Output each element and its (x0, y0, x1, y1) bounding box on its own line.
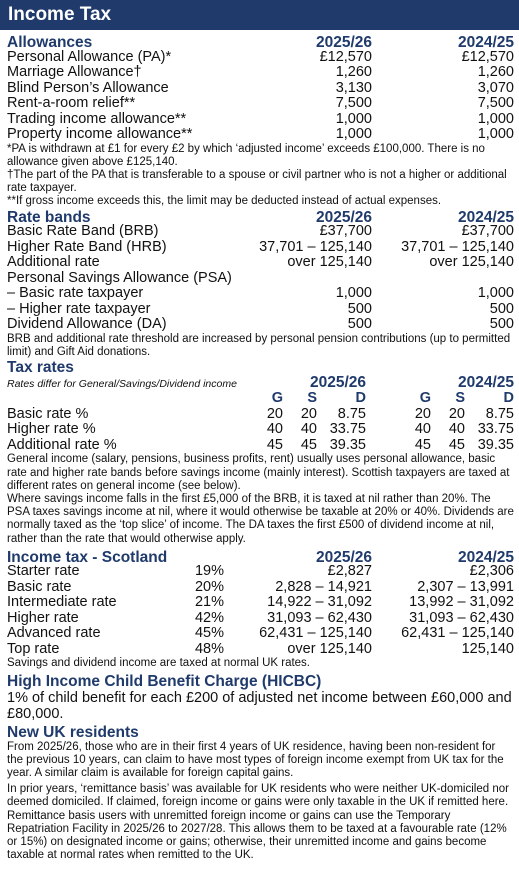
rate-band-label: Higher Rate Band (HRB) (7, 238, 167, 255)
rate-band-label: Additional rate (7, 254, 100, 271)
rate-band-label: Personal Savings Allowance (PSA) (7, 269, 232, 286)
tax-rate-value: 40 (414, 421, 431, 438)
allowance-row (7, 50, 514, 66)
scotland-value-2025: over 125,140 (287, 640, 372, 657)
rate-band-row (7, 302, 514, 318)
allowance-value-2024: 3,070 (477, 79, 514, 96)
scotland-col-2024: 2024/25 (457, 548, 514, 566)
tax-rates-subheader (7, 374, 514, 391)
tax-rate-row (7, 407, 514, 423)
rate-band-value-2024: over 125,140 (429, 254, 514, 271)
tax-rate-value: 45 (448, 436, 465, 453)
scotland-row (7, 595, 514, 611)
allowance-row (7, 65, 514, 81)
scotland-rate-label: Intermediate rate (7, 594, 117, 611)
tax-rate-value: 39.35 (329, 436, 366, 453)
scotland-header (7, 549, 514, 565)
rate-band-row (7, 317, 514, 333)
scotland-rate-pct: 20% (194, 578, 224, 595)
general-col-2025: G (271, 390, 283, 407)
rate-bands-col-2025: 2025/26 (315, 208, 372, 226)
savings-income-note: Where savings income falls in the first £5,000 of the BRB, it is taxed at nil rather than 20%. The PSA taxes savings income at nil, where it would otherwise be taxable at 20% or 40%. Dividends are normally taxed as the ‘top slice’ of income. The DA taxes the first £500 of dividend income at nil, rather than the rate that would otherwise apply. (7, 493, 514, 545)
scotland-value-2024: 31,093 – 62,430 (409, 609, 514, 626)
new-residents-section (7, 724, 514, 863)
rate-band-value-2024: 500 (489, 300, 514, 317)
tax-rates-col-2024: 2024/25 (457, 374, 514, 392)
tax-rates-col-2025: 2025/26 (309, 374, 366, 392)
rate-band-row (7, 286, 514, 302)
tax-rate-row (7, 422, 514, 438)
new-residents-para-1: From 2025/26, those who are in their first 4 years of UK residence, having been non-resident for the previous 10 years, can claim to have most types of foreign income exempt from UK tax for the year. A similar claim is available for foreign capital gains. (7, 740, 504, 779)
scotland-value-2024: 125,140 (461, 640, 514, 657)
tax-rate-label: Basic rate % (7, 405, 89, 422)
rate-band-value-2025: over 125,140 (287, 254, 372, 271)
savings-col-2025: S (307, 390, 317, 407)
tax-rates-section (7, 359, 514, 546)
rate-band-value-2024: 1,000 (477, 285, 514, 302)
scotland-section (7, 549, 514, 671)
general-col-2024: G (419, 390, 431, 407)
tax-rates-heading: Tax rates (7, 358, 74, 376)
scotland-rate-label: Top rate (7, 640, 60, 657)
tax-rate-value: 8.75 (485, 405, 514, 422)
tax-rate-value: 39.35 (477, 436, 514, 453)
allowance-label: Property income allowance** (7, 126, 193, 142)
scotland-rate-pct: 42% (194, 609, 224, 626)
scotland-value-2025: 14,922 – 31,092 (267, 594, 372, 611)
savings-col-2024: S (455, 390, 465, 407)
scotland-rate-label: Higher rate (7, 609, 79, 626)
scotland-rate-pct: 21% (194, 594, 224, 611)
allowances-col-2024: 2024/25 (457, 34, 514, 51)
hicbc-section (7, 673, 514, 722)
allowance-value-2025: 3,130 (335, 79, 372, 96)
tax-rates-header (7, 359, 514, 375)
scotland-rate-label: Basic rate (7, 578, 72, 595)
scotland-col-2025: 2025/26 (315, 548, 372, 566)
rate-band-value-2024: 37,701 – 125,140 (401, 238, 514, 255)
pa-footnote: *PA is withdrawn at £1 for every £2 by which ‘adjusted income’ exceeds £100,000. There is no allowance given above £125,140. (7, 142, 485, 168)
marriage-footnote: †The part of the PA that is transferable to a spouse or civil partner who is not a higher or additional rate taxpayer. (7, 168, 507, 195)
rate-band-value-2025: 1,000 (335, 285, 372, 302)
tax-rate-value: 40 (300, 421, 317, 438)
allowance-value-2025: 1,260 (335, 64, 372, 80)
rate-band-value-2025: 500 (347, 300, 372, 317)
allowance-row (7, 81, 514, 97)
allowance-label: Rent-a-room relief** (7, 95, 136, 111)
allowance-row (7, 112, 514, 128)
rate-band-value-2025: 37,701 – 125,140 (259, 238, 372, 255)
rate-bands-heading: Rate bands (7, 208, 91, 226)
scotland-row (7, 580, 514, 596)
allowance-label: Personal Allowance (PA)* (7, 48, 172, 65)
rate-band-value-2025: 500 (347, 316, 372, 333)
scotland-row (7, 626, 514, 642)
tax-rate-value: 20 (300, 405, 317, 422)
tax-rate-value: 20 (266, 405, 283, 422)
allowance-label: Trading income allowance** (7, 110, 187, 127)
allowances-col-2025: 2025/26 (315, 34, 372, 51)
allowance-value-2025: £12,570 (319, 48, 372, 65)
allowance-value-2024: 1,000 (477, 126, 514, 142)
scotland-row (7, 611, 514, 627)
rate-band-row (7, 255, 514, 271)
tax-rate-value: 33.75 (477, 421, 514, 438)
allowance-row (7, 96, 514, 112)
allowance-value-2025: 1,000 (335, 110, 372, 127)
scotland-heading: Income tax - Scotland (7, 548, 168, 566)
scotland-rate-pct: 19% (194, 563, 224, 580)
scotland-row (7, 564, 514, 580)
tax-rate-label: Additional rate % (7, 436, 117, 453)
new-residents-heading: New UK residents (7, 723, 139, 741)
allowance-label: Marriage Allowance† (7, 64, 142, 80)
allowance-value-2024: £12,570 (461, 48, 514, 65)
rate-band-value-2024: 500 (489, 316, 514, 333)
tax-rate-value: 33.75 (329, 421, 366, 438)
rate-band-row (7, 271, 514, 287)
allowances-section (7, 34, 514, 209)
rate-bands-header (7, 209, 514, 225)
allowance-value-2024: 1,260 (477, 64, 514, 80)
scotland-note: Savings and dividend income are taxed at normal UK rates. (7, 657, 310, 670)
tax-rates-letters (7, 391, 514, 407)
tax-rate-value: 45 (300, 436, 317, 453)
tax-rates-subheading: Rates differ for General/Savings/Dividend income (7, 378, 237, 391)
allowance-value-2025: 1,000 (335, 126, 372, 142)
rate-band-label: Basic Rate Band (BRB) (7, 223, 159, 240)
gross-income-footnote: **If gross income exceeds this, the limit may be deducted instead of actual expenses. (7, 195, 442, 208)
scotland-value-2024: £2,306 (469, 563, 514, 580)
allowance-label: Blind Person’s Allowance (7, 79, 169, 96)
allowance-row (7, 127, 514, 143)
scotland-value-2024: 2,307 – 13,991 (417, 578, 514, 595)
rate-band-value-2024: £37,700 (461, 223, 514, 240)
scotland-rate-label: Starter rate (7, 563, 80, 580)
hicbc-text: 1% of child benefit for each £200 of adjusted net income between £60,000 and £80,000. (7, 689, 512, 722)
scotland-value-2025: 31,093 – 62,430 (267, 609, 372, 626)
tax-rate-value: 45 (266, 436, 283, 453)
rate-bands-col-2024: 2024/25 (457, 208, 514, 226)
rate-band-value-2025: £37,700 (319, 223, 372, 240)
scotland-value-2025: 2,828 – 14,921 (275, 578, 372, 595)
allowances-header (7, 34, 514, 50)
rate-band-label: – Basic rate taxpayer (7, 285, 144, 302)
hicbc-heading: High Income Child Benefit Charge (HICBC) (7, 672, 322, 690)
page-title: Income Tax (0, 0, 519, 30)
scotland-value-2024: 13,992 – 31,092 (409, 594, 514, 611)
tax-rate-value: 45 (414, 436, 431, 453)
scotland-row (7, 642, 514, 658)
tax-rate-label: Higher rate % (7, 421, 96, 438)
allowances-heading: Allowances (7, 34, 93, 51)
scotland-value-2025: 62,431 – 125,140 (259, 625, 372, 642)
allowance-value-2024: 7,500 (477, 95, 514, 111)
tax-rate-value: 40 (266, 421, 283, 438)
tax-rate-row (7, 438, 514, 454)
tax-rate-value: 40 (448, 421, 465, 438)
general-income-note: General income (salary, pensions, business profits, rent) usually uses personal allowance, basic rate and higher rate bands before savings income (mainly interest). Scottish taxpayers are taxed at different rates on general income (see below). (7, 453, 510, 492)
rate-band-label: Dividend Allowance (DA) (7, 316, 167, 333)
dividend-col-2025: D (355, 390, 366, 407)
scotland-value-2025: £2,827 (327, 563, 372, 580)
allowance-value-2024: 1,000 (477, 110, 514, 127)
rate-band-row (7, 240, 514, 256)
dividend-col-2024: D (503, 390, 514, 407)
allowance-value-2025: 7,500 (335, 95, 372, 111)
scotland-rate-label: Advanced rate (7, 625, 101, 642)
tax-rate-value: 8.75 (337, 405, 366, 422)
new-residents-para-2: In prior years, ‘remittance basis’ was available for UK residents who were neither UK-domiciled nor deemed domiciled. If claimed, foreign income or gains were only taxable in the UK if remitted here. Remittance basis users with unremitted foreign income or gains can use the Temporary Repatriation Facility in 2025/26 to 2027/28. This allows them to be taxed at a favourable rate (12% or 15%) on designated income or gains; otherwise, their unremitted income and gains become taxable at normal rates when remitted to the UK. (7, 783, 509, 862)
rate-bands-section (7, 209, 514, 359)
tax-rate-value: 20 (414, 405, 431, 422)
scotland-rate-pct: 48% (194, 640, 224, 657)
rate-band-row (7, 224, 514, 240)
rate-band-label: – Higher rate taxpayer (7, 300, 151, 317)
scotland-value-2024: 62,431 – 125,140 (401, 625, 514, 642)
rate-bands-note: BRB and additional rate threshold are increased by personal pension contributions (up to permitted limit) and Gift Aid donations. (7, 332, 511, 358)
tax-rate-value: 20 (448, 405, 465, 422)
scotland-rate-pct: 45% (194, 625, 224, 642)
